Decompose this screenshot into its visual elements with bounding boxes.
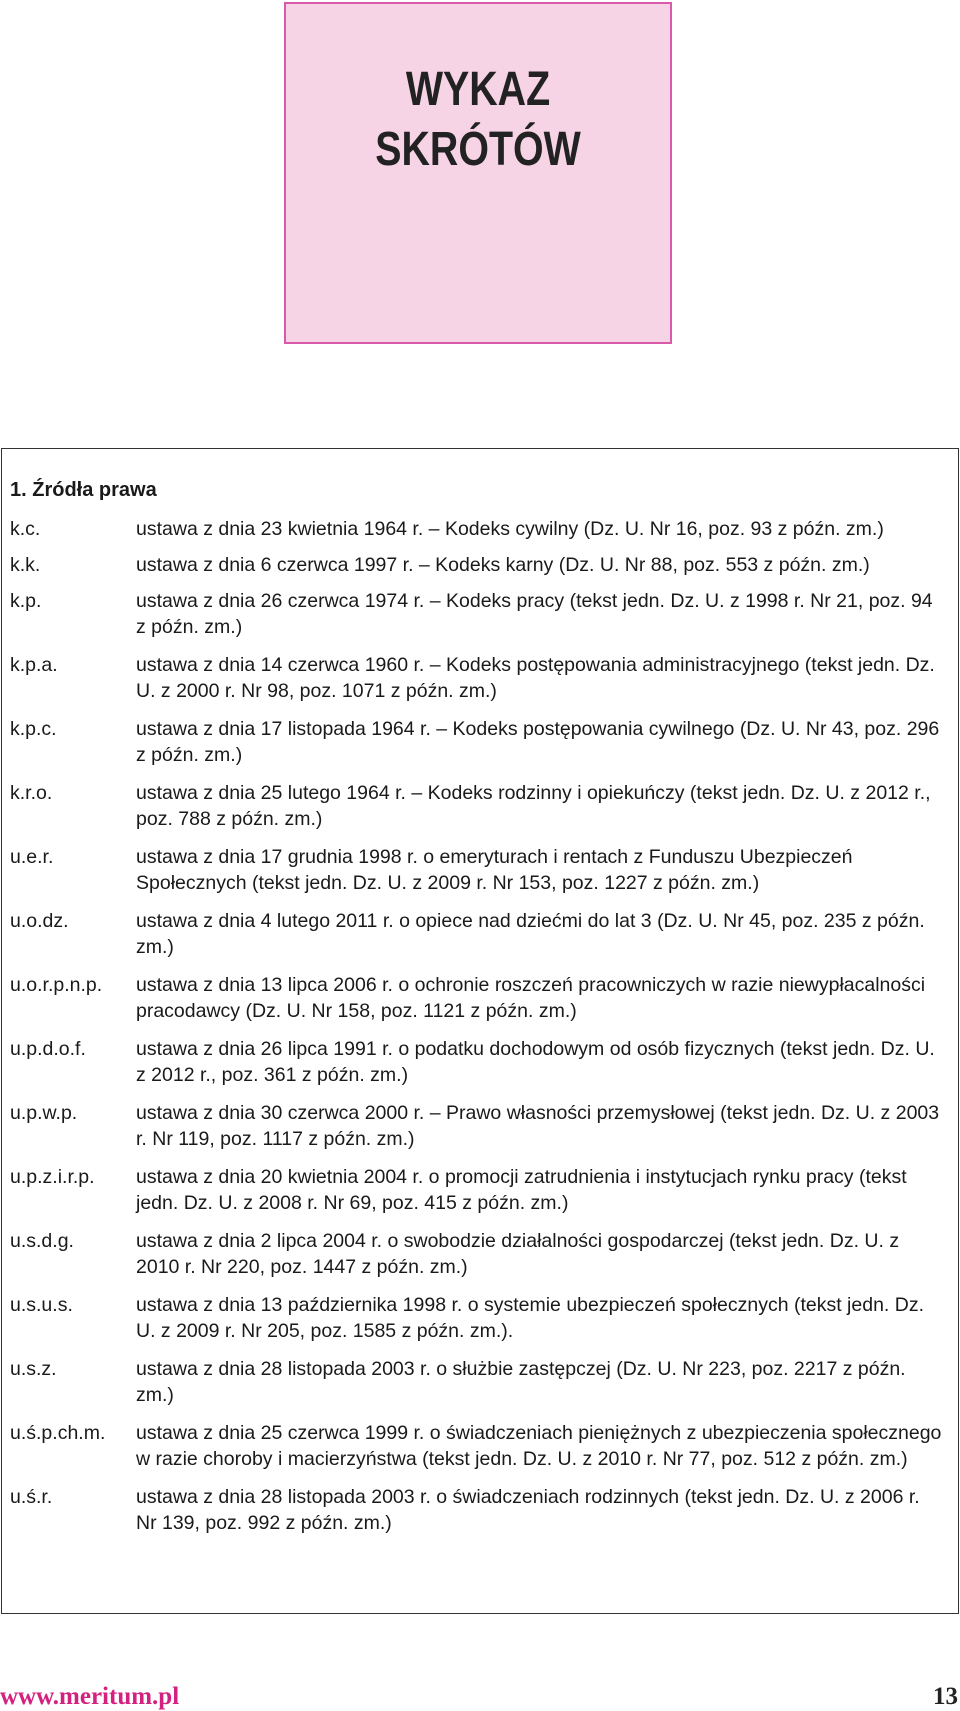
abbreviation-entry (10, 552, 945, 578)
abbreviation-definition: ustawa z dnia 2 lipca 2004 r. o swobodzie działalności gospodarczej (tekst jedn. Dz. U. z 2010 r. Nr 220, poz. 1447 z późn. zm.) (136, 1230, 900, 1278)
title-line-1: WYKAZ (405, 63, 551, 116)
footer-url: www.meritum.pl (0, 1683, 180, 1710)
abbreviation-term: u.s.u.s. (10, 1294, 73, 1316)
abbreviation-definition: ustawa z dnia 13 lipca 2006 r. o ochronie roszczeń pracowniczych w razie niewypłacalności pracodawcy (Dz. U. Nr 158, poz. 1121 z późn. zm.) (136, 974, 926, 1022)
abbreviation-definition: ustawa z dnia 28 listopada 2003 r. o służbie zastępczej (Dz. U. Nr 223, poz. 2217 z późn. zm.) (136, 1358, 906, 1406)
abbreviation-definition: ustawa z dnia 25 lutego 1964 r. – Kodeks rodzinny i opiekuńczy (tekst jedn. Dz. U. z 2012 r., poz. 788 z późn. zm.) (136, 782, 931, 830)
abbreviation-entry (10, 588, 945, 640)
abbreviation-definition: ustawa z dnia 30 czerwca 2000 r. – Prawo własności przemysłowej (tekst jedn. Dz. U. z 2003 r. Nr 119, poz. 1117 z późn. zm.) (136, 1102, 940, 1150)
abbreviation-term: u.s.d.g. (10, 1230, 74, 1252)
abbreviation-entry (10, 716, 945, 768)
abbreviation-term: u.p.z.i.r.p. (10, 1166, 95, 1188)
title-box (284, 2, 672, 344)
abbreviation-term: k.p. (10, 590, 42, 612)
abbreviation-definition: ustawa z dnia 20 kwietnia 2004 r. o promocji zatrudnienia i instytucjach rynku pracy (tekst jedn. Dz. U. z 2008 r. Nr 69, poz. 415 z późn. zm.) (136, 1166, 907, 1214)
abbreviation-term: k.r.o. (10, 782, 53, 804)
abbreviation-entry (10, 652, 945, 704)
abbreviation-term: k.p.c. (10, 718, 57, 740)
abbreviation-entry (10, 844, 945, 896)
abbreviation-term: u.p.d.o.f. (10, 1038, 86, 1060)
abbreviation-term: u.ś.r. (10, 1486, 53, 1508)
abbreviation-term: u.o.dz. (10, 910, 69, 932)
abbreviation-entry (10, 1420, 945, 1472)
abbreviation-term: u.e.r. (10, 846, 54, 868)
abbreviation-term: u.ś.p.ch.m. (10, 1422, 106, 1444)
abbreviation-entry (10, 972, 945, 1024)
abbreviation-term: k.k. (10, 554, 41, 576)
abbreviation-entry (10, 908, 945, 960)
abbreviation-definition: ustawa z dnia 26 czerwca 1974 r. – Kodeks pracy (tekst jedn. Dz. U. z 1998 r. Nr 21, poz. 94 z późn. zm.) (136, 590, 933, 638)
abbreviation-term: k.c. (10, 518, 41, 540)
abbreviation-definition: ustawa z dnia 4 lutego 2011 r. o opiece nad dziećmi do lat 3 (Dz. U. Nr 45, poz. 235 z późn. zm.) (136, 910, 925, 958)
abbreviation-entry (10, 1484, 945, 1536)
page-title (321, 60, 636, 180)
abbreviation-entry (10, 780, 945, 832)
abbreviation-definition: ustawa z dnia 17 grudnia 1998 r. o emeryturach i rentach z Funduszu Ubezpieczeń Społecznych (tekst jedn. Dz. U. z 2009 r. Nr 153, poz. 1227 z późn. zm.) (136, 846, 853, 894)
abbreviation-entry (10, 1292, 945, 1344)
abbreviation-term: u.s.z. (10, 1358, 57, 1380)
abbreviation-definition: ustawa z dnia 28 listopada 2003 r. o świadczeniach rodzinnych (tekst jedn. Dz. U. z 2006 r. Nr 139, poz. 992 z późn. zm.) (136, 1486, 920, 1534)
abbreviation-definition: ustawa z dnia 6 czerwca 1997 r. – Kodeks karny (Dz. U. Nr 88, poz. 553 z późn. zm.) (136, 554, 870, 576)
abbreviation-definition: ustawa z dnia 23 kwietnia 1964 r. – Kodeks cywilny (Dz. U. Nr 16, poz. 93 z późn. zm.) (136, 518, 884, 540)
abbreviation-entry (10, 1356, 945, 1408)
abbreviation-term: u.p.w.p. (10, 1102, 78, 1124)
abbreviation-term: k.p.a. (10, 654, 58, 676)
abbreviation-definition: ustawa z dnia 17 listopada 1964 r. – Kodeks postępowania cywilnego (Dz. U. Nr 43, poz. 296 z późn. zm.) (136, 718, 940, 766)
abbreviation-entry (10, 1228, 945, 1280)
title-line-2: SKRÓTÓW (375, 123, 581, 176)
section-heading: 1. Źródła prawa (10, 479, 157, 501)
abbreviation-definition: ustawa z dnia 13 października 1998 r. o systemie ubezpieczeń społecznych (tekst jedn. Dz. U. z 2009 r. Nr 205, poz. 1585 z późn. zm.). (136, 1294, 925, 1342)
page-number: 13 (933, 1683, 958, 1710)
abbreviation-definition: ustawa z dnia 26 lipca 1991 r. o podatku dochodowym od osób fizycznych (tekst jedn. Dz. U. z 2012 r., poz. 361 z późn. zm.) (136, 1038, 935, 1086)
abbreviation-entry (10, 1100, 945, 1152)
abbreviation-term: u.o.r.p.n.p. (10, 974, 103, 996)
abbreviation-definition: ustawa z dnia 25 czerwca 1999 r. o świadczeniach pieniężnych z ubezpieczenia społecznego w razie choroby i macierzyństwa (tekst jedn. Dz. U. z 2010 r. Nr 77, poz. 512 z późn. zm.) (136, 1422, 942, 1470)
abbreviation-entry (10, 1036, 945, 1088)
abbreviation-list (10, 516, 945, 1536)
abbreviation-entry (10, 516, 945, 542)
abbreviation-definition: ustawa z dnia 14 czerwca 1960 r. – Kodeks postępowania administracyjnego (tekst jedn. Dz. U. z 2000 r. Nr 98, poz. 1071 z późn. zm.) (136, 654, 935, 702)
abbreviation-entry (10, 1164, 945, 1216)
